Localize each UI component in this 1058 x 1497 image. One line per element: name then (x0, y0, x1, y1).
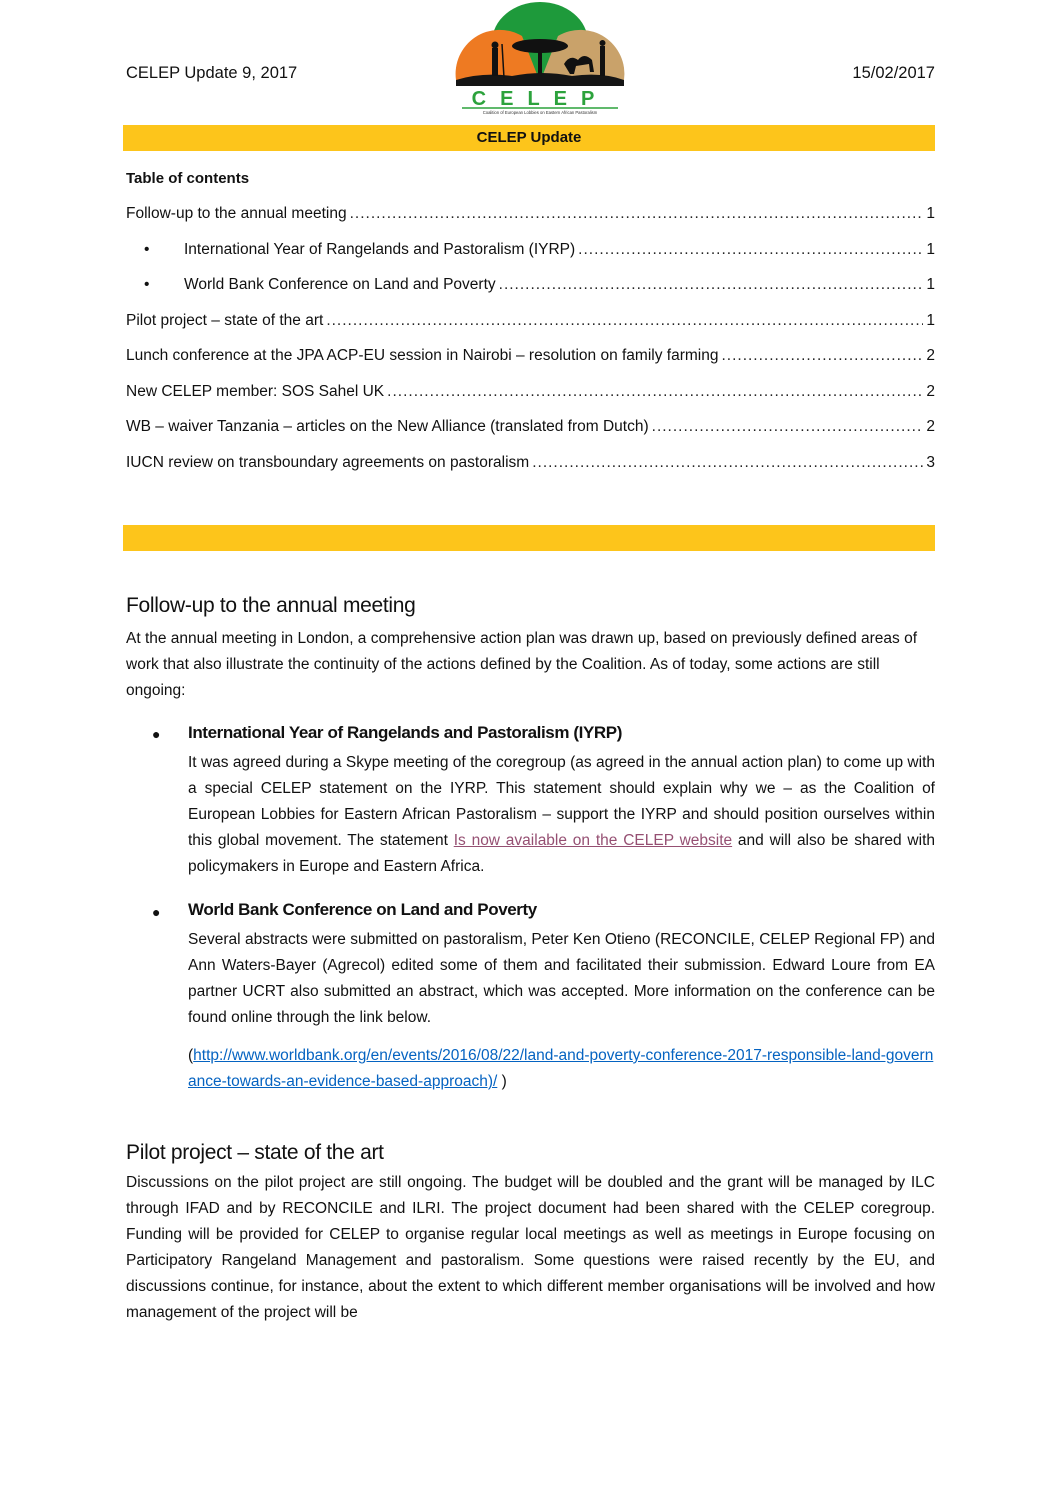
link-close-paren: ) (497, 1073, 507, 1090)
subsection-heading-iyrp: International Year of Rangelands and Pastoralism (IYRP) (188, 723, 622, 742)
toc-leader-dots (532, 454, 923, 472)
toc-leader-dots (326, 312, 923, 330)
toc-entry[interactable] (126, 418, 935, 454)
svg-text:CELEP: CELEP (471, 88, 609, 110)
table-of-contents (126, 205, 935, 489)
toc-entry[interactable] (126, 276, 935, 312)
iyrp-body (188, 750, 935, 880)
toc-entry-label: WB – waiver Tanzania – articles on the New Alliance (translated from Dutch) (126, 418, 649, 435)
toc-entry-page: 1 (926, 240, 935, 258)
banner-title: CELEP Update (476, 129, 582, 146)
toc-leader-dots (721, 347, 923, 365)
followup-intro: At the annual meeting in London, a comprehensive action plan was drawn up, based on previously defined areas of work that also illustrate the continuity of the actions defined by the Coalition. As of today, some actions are still ongoing: (126, 630, 918, 699)
document-header-date: 15/02/2017 (852, 64, 935, 82)
toc-entry-label: World Bank Conference on Land and Poverty (184, 276, 496, 293)
toc-entry[interactable] (126, 205, 935, 241)
toc-leader-dots (652, 418, 924, 436)
section-divider-bar (123, 525, 935, 551)
worldbank-conference-link[interactable]: http://www.worldbank.org/en/events/2016/08/22/land-and-poverty-conference-2017-responsible-land-governance-towards-an-evidence-based-approach)/ (188, 1047, 934, 1090)
iyrp-body-text-end: and will also be shared with policymakers in Europe and Eastern Africa. (188, 832, 935, 875)
toc-entry-label: Follow-up to the annual meeting (126, 205, 347, 222)
section-heading-followup: Follow-up to the annual meeting (126, 594, 416, 617)
svg-text:Coalition of European Lobbies: Coalition of European Lobbies on Eastern African Pastoralism (482, 110, 598, 115)
toc-entry-page: 1 (926, 276, 935, 293)
toc-leader-dots (578, 241, 923, 259)
toc-entry[interactable] (126, 347, 935, 383)
worldbank-link-paragraph (188, 1043, 935, 1095)
toc-entry-page: 3 (926, 453, 935, 471)
toc-entry-page: 2 (926, 347, 935, 364)
worldbank-body: Several abstracts were submitted on pastoralism, Peter Ken Otieno (RECONCILE, CELEP Regional FP) and Ann Waters-Bayer (Agrecol) edited some of them and facilitated their submission. Edward Loure from EA partner UCRT also submitted an abstract, which was accepted. More information on the conference can be found online through the link below. (188, 931, 935, 1026)
toc-entry-page: 1 (926, 311, 935, 329)
update-banner (123, 125, 935, 151)
toc-entry[interactable] (126, 383, 935, 419)
bullet-icon: • (144, 276, 150, 293)
toc-leader-dots (387, 383, 923, 401)
toc-entry-label: International Year of Rangelands and Pastoralism (IYRP) (184, 240, 576, 258)
celep-logo-icon (452, 2, 628, 116)
toc-entry-label: Pilot project – state of the art (126, 311, 324, 329)
toc-entry-label: New CELEP member: SOS Sahel UK (126, 382, 385, 400)
toc-entry[interactable] (126, 312, 935, 348)
bullet-icon: • (144, 240, 150, 258)
toc-entry-label: Lunch conference at the JPA ACP-EU session in Nairobi – resolution on family farming (126, 347, 719, 364)
celep-logo (452, 2, 628, 116)
celep-website-link[interactable]: Is now available on the CELEP website (453, 832, 733, 849)
bullet-icon: ● (152, 904, 161, 920)
toc-entry-page: 2 (926, 382, 935, 400)
document-header-title: CELEP Update 9, 2017 (126, 64, 298, 82)
pilot-body: Discussions on the pilot project are still ongoing. The budget will be doubled and the grant will be managed by ILC through IFAD and by RECONCILE and ILRI. The project document had been shared with the CELEP coregroup. Funding will be provided for CELEP to organise regular local meetings as well as meetings in Europe focusing on Participatory Rangeland Management and pastoralism. Some questions were raised recently by the EU, and discussions continue, for instance, about the extent to which different member organisations will be involved and how management of the project will be (126, 1174, 935, 1321)
toc-entry-label: IUCN review on transboundary agreements on pastoralism (126, 453, 530, 471)
toc-leader-dots (350, 205, 924, 223)
bullet-icon: ● (152, 726, 161, 742)
toc-entry-page: 2 (926, 418, 935, 435)
toc-entry-page: 1 (926, 205, 935, 222)
toc-entry[interactable] (126, 454, 935, 490)
section-heading-pilot: Pilot project – state of the art (126, 1141, 384, 1164)
toc-title: Table of contents (126, 170, 250, 187)
toc-entry[interactable] (126, 241, 935, 277)
toc-leader-dots (499, 276, 924, 294)
iyrp-body-text: It was agreed during a Skype meeting of the coregroup (as agreed in the annual action plan) to come up with a special CELEP statement on the IYRP. This statement should explain why we – as the Coalition of European Lobbies for Eastern African Pastoralism – support the IYRP and should position ourselves within this global movement. The statement (188, 754, 935, 849)
link-open-paren: ( (188, 1047, 194, 1064)
subsection-heading-worldbank: World Bank Conference on Land and Poverty (188, 900, 537, 919)
